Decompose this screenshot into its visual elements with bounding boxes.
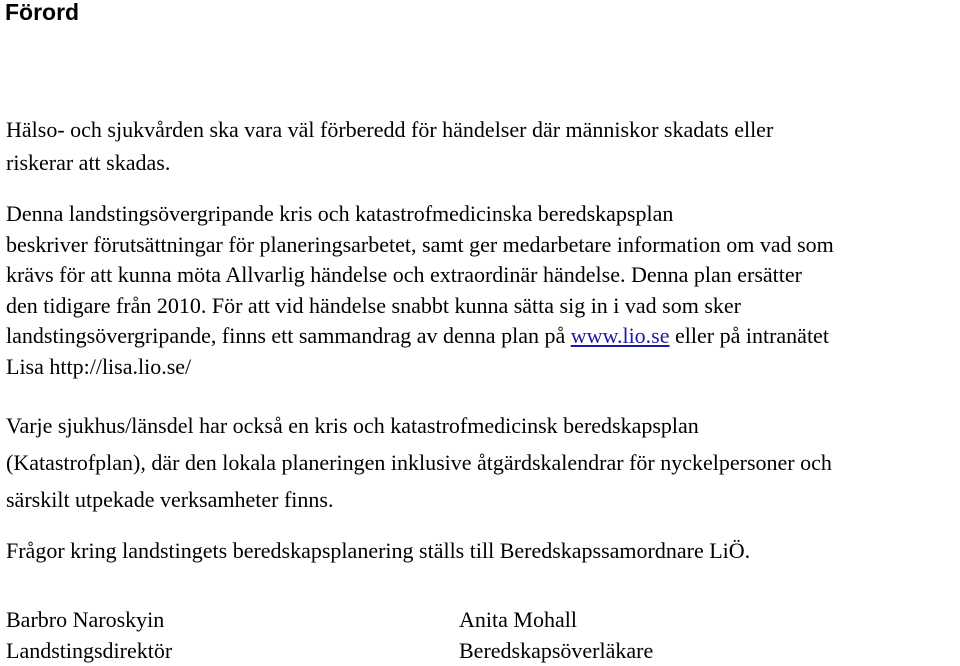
plan-line: Lisa http://lisa.lio.se/ <box>6 353 192 379</box>
plan-line-text: landstingsövergripande, finns ett sammandrag av denna plan på <box>6 323 571 348</box>
plan-line-with-link <box>6 321 834 352</box>
lio-website-link[interactable]: www.lio.se <box>570 323 670 348</box>
plan-description-paragraph <box>6 199 834 382</box>
signature-block-right <box>459 604 653 666</box>
plan-line: Denna landstingsövergripande kris och katastrofmedicinska beredskapsplan <box>6 201 674 226</box>
hospital-plan-line: särskilt utpekade verksamheter finns. <box>6 487 334 512</box>
signatory-title: Landstingsdirektör <box>6 638 173 663</box>
hospital-plan-line: Varje sjukhus/länsdel har också en kris och katastrofmedicinsk beredskapsplan <box>6 413 699 438</box>
signatory-name: Anita Mohall <box>459 607 577 632</box>
plan-line: krävs för att kunna möta Allvarlig händelse och extraordinär händelse. Denna plan ersätter <box>6 262 802 287</box>
hospital-plan-paragraph <box>6 407 832 518</box>
signatory-title: Beredskapsöverläkare <box>459 638 654 663</box>
intro-line: riskerar att skadas. <box>6 150 171 175</box>
signatory-name: Barbro Naroskyin <box>6 607 165 632</box>
plan-line-text: eller på intranätet <box>669 323 829 348</box>
hospital-plan-line: (Katastrofplan), där den lokala planeringen inklusive åtgärdskalendrar för nyckelpersoner och <box>6 450 832 475</box>
intro-paragraph <box>6 113 773 179</box>
intro-line: Hälso- och sjukvården ska vara väl förberedd för händelser där människor skadats eller <box>6 117 774 142</box>
page-title: Förord <box>5 0 80 25</box>
signature-block-left <box>6 604 172 666</box>
plan-line: beskriver förutsättningar för planeringsarbetet, samt ger medarbetare information om vad som <box>6 231 834 257</box>
plan-line: den tidigare från 2010. För att vid händelse snabbt kunna sätta sig in i vad som sker <box>6 292 742 318</box>
questions-paragraph: Frågor kring landstingets beredskapsplanering ställs till Beredskapssamordnare LiÖ. <box>6 538 751 563</box>
